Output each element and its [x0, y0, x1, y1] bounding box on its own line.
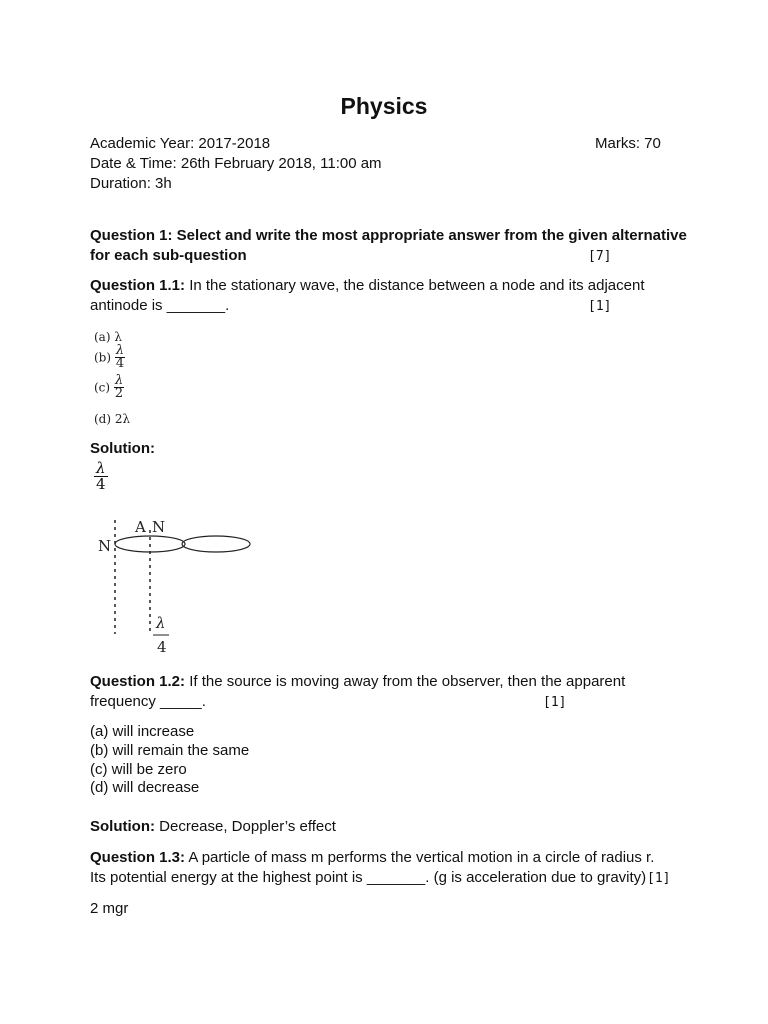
page-title: Physics: [340, 93, 428, 119]
question-1-3-text: A particle of mass m performs the vertical motion in a circle of radius r.: [185, 849, 655, 866]
option-b: [94, 345, 125, 370]
node2-label: N: [152, 518, 166, 536]
question-1-1-marks: [1]: [588, 299, 612, 314]
total-marks: Marks: 70: [595, 135, 661, 152]
duration: Duration: 3h: [90, 175, 172, 192]
option-a: [94, 330, 122, 344]
solution-1-1-numerator: λ: [94, 461, 108, 477]
option-c-label: (c): [94, 380, 111, 395]
option-c-numerator: λ: [114, 373, 124, 388]
stationary-wave-diagram: [94, 512, 264, 662]
question-1-3-line1: [90, 848, 654, 868]
date-time: Date & Time: 26th February 2018, 11:00 am: [90, 155, 382, 172]
academic-year: Academic Year: 2017-2018: [90, 135, 271, 152]
solution-1-1-label: Solution:: [90, 440, 155, 457]
question-1-2-marks: [1]: [543, 695, 567, 710]
option-b-numerator: λ: [115, 343, 125, 358]
solution-1-1-fraction: [94, 461, 108, 492]
option-1-2-a: (a) will increase: [90, 723, 195, 740]
question-1-heading: Question 1: Select and write the most appropriate answer from the given alternative: [90, 227, 687, 244]
option-d-label: (d): [94, 412, 112, 426]
option-d: [94, 412, 130, 426]
option-1-2-b: (b) will remain the same: [90, 742, 250, 759]
option-b-denominator: 4: [115, 356, 125, 371]
lambda-label: λ: [156, 614, 166, 632]
question-1-3-line2: Its potential energy at the highest point is _______. (g is acceleration due to gravity): [90, 869, 647, 886]
question-1-2-line1: [90, 672, 625, 692]
question-1-3-label: Question 1.3:: [90, 849, 186, 866]
option-c-denominator: 2: [114, 386, 124, 401]
four-label: 4: [157, 638, 167, 656]
solution-1-2-text: Decrease, Doppler’s effect: [154, 818, 336, 835]
question-1-3-answer: 2 mgr: [90, 900, 129, 917]
solution-1-1-denominator: 4: [96, 475, 106, 493]
option-a-value: λ: [114, 330, 122, 344]
solution-1-2-label: Solution:: [90, 818, 155, 835]
option-1-2-c: (c) will be zero: [90, 761, 187, 778]
question-1-3-marks: [1]: [647, 871, 671, 886]
question-1-1-text: In the stationary wave, the distance between a node and its adjacent: [185, 277, 645, 294]
option-1-2-d: (d) will decrease: [90, 779, 200, 796]
question-1-1-line1: [90, 276, 645, 296]
question-1-2-text: If the source is moving away from the observer, then the apparent: [185, 673, 626, 690]
option-c: [94, 375, 124, 400]
question-1-marks: [7]: [588, 249, 612, 264]
option-a-label: (a): [94, 330, 111, 344]
option-b-fraction: [115, 345, 125, 370]
option-b-label: (b): [94, 350, 112, 365]
option-d-value: 2λ: [114, 412, 131, 426]
question-1-heading-line2: for each sub-question: [90, 247, 247, 264]
option-c-fraction: [114, 375, 124, 400]
wave-loop-2: [182, 536, 250, 552]
solution-1-2: [90, 817, 336, 837]
question-1-2-line2: frequency _____.: [90, 693, 206, 710]
node-label: N: [98, 537, 112, 555]
antinode-label: A: [135, 518, 146, 536]
question-1-1-label: Question 1.1:: [90, 277, 186, 294]
question-1-1-line2: antinode is _______.: [90, 297, 230, 314]
question-1-2-label: Question 1.2:: [90, 673, 186, 690]
